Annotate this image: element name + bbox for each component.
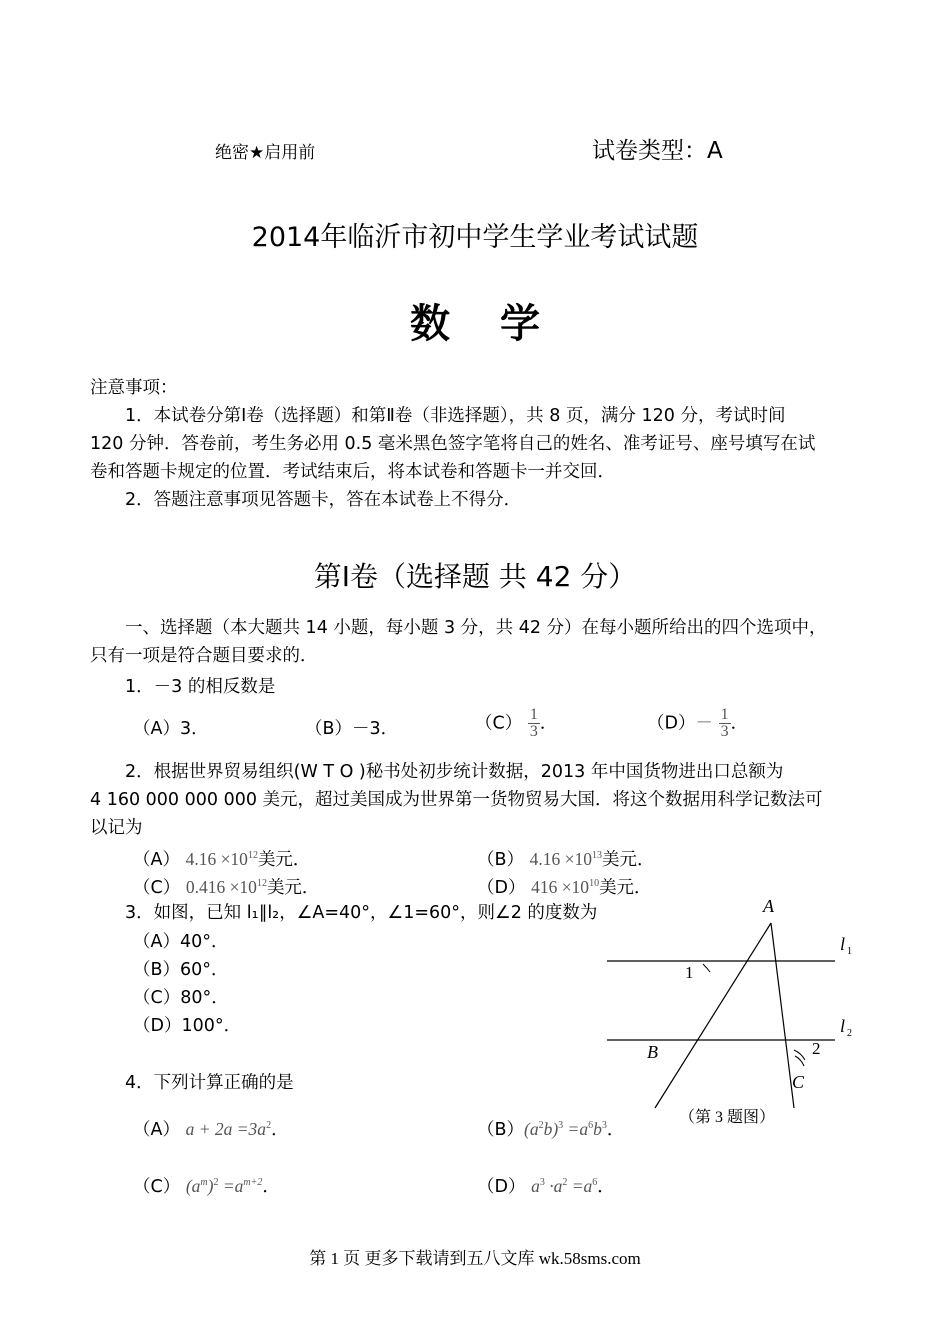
label-l1: l	[840, 934, 846, 954]
q2-line3: 以记为	[90, 818, 143, 838]
q2-line1: 2．根据世界贸易组织(W T O )秘书处初步统计数据，2013 年中国货物进出口总额为	[125, 762, 784, 782]
label-A: A	[763, 896, 774, 916]
q1-c-fraction: $\frac{1}{3}$	[529, 706, 538, 740]
subject-title: 数学	[410, 301, 590, 347]
q1-c-period: ．	[539, 713, 558, 734]
q1-b-label: （B）	[305, 719, 353, 739]
angle2-arc-1	[794, 1050, 805, 1060]
q1-b-text: －3．	[352, 719, 399, 739]
q4-stem: 4．下列计算正确的是	[125, 1073, 294, 1093]
notice-item1-line3: 卷和答题卡规定的位置．考试结束后，将本试卷和答题卡一并交回．	[90, 462, 615, 482]
angle1-arc	[703, 964, 710, 972]
q1-option-b	[305, 715, 398, 743]
q4-option-c: （C） $(a^m)^2 =a^{m+2}$．	[133, 1175, 280, 1197]
part1-title: 第Ⅰ卷（选择题 共 42 分）	[313, 560, 637, 593]
q2-line2: 4 160 000 000 000 美元，超过美国成为世界第一货物贸易大国．将这个数据用科学记数法可	[90, 790, 823, 810]
angle2-arc-2	[795, 1056, 804, 1066]
q1-a-label: （A）	[133, 719, 180, 739]
confidential-mark: 绝密★启用前	[215, 143, 316, 163]
label-angle2: 2	[812, 1039, 821, 1058]
q1-stem: 1．－3 的相反数是	[125, 677, 276, 697]
q3-figure	[595, 890, 865, 1135]
label-l2-sub: 2	[847, 1028, 852, 1039]
label-l2: l	[840, 1016, 846, 1036]
q2-option-c: （C） $0.416 \times 10^{12}$美元．	[133, 876, 320, 898]
label-angle1: 1	[685, 963, 694, 982]
label-B: B	[647, 1042, 658, 1062]
q4-option-b: $(B)(a^2b)^3 =a^6b^3$．	[477, 1118, 625, 1140]
q1-a-text: 3．	[179, 719, 209, 739]
q1-c-label: （C）	[475, 713, 523, 734]
exam-title: 2014年临沂市初中学生学业考试试题	[251, 222, 699, 253]
label-C: C	[792, 1072, 805, 1092]
q3-stem: 3．如图，已知 l₁∥l₂，∠A=40°，∠1=60°，则∠2 的度数为	[125, 903, 598, 923]
figure-caption: （第 3 题图）	[679, 1109, 776, 1126]
q2-option-a: （A） $4.16 \times 10^{12}$美元．	[133, 848, 311, 870]
page-footer: 第 1 页 更多下载请到五八文库 wk.58sms.com	[309, 1249, 641, 1268]
q3-option-a: （A）40°．	[133, 932, 229, 952]
notice-item1-line1: 1．本试卷分第Ⅰ卷（选择题）和第Ⅱ卷（非选择题），共 8 页，满分 120 分，考试时间	[125, 406, 786, 426]
q4-option-d: （D） $a^3 \cdot a^2 =a^6$．	[477, 1175, 615, 1197]
q1-d-period: ．	[730, 713, 749, 734]
section1-line2: 只有一项是符合题目要求的．	[90, 646, 318, 666]
q1-d-sign: －	[695, 713, 713, 734]
q3-option-c: （C）80°．	[133, 988, 229, 1008]
q1-d-fraction: $\frac{1}{3}$	[720, 706, 729, 740]
paper-type: 试卷类型：A	[592, 138, 723, 164]
q1-option-d	[647, 707, 748, 740]
line-AB	[655, 923, 771, 1108]
notice-heading: 注意事项：	[90, 378, 178, 398]
q3-option-b: （B）60°．	[133, 960, 229, 980]
q4-option-a: （A） $a + 2a =3a^2$．	[133, 1118, 289, 1140]
q1-d-label: （D）	[647, 713, 696, 734]
q2-option-d: （D） $416 \times 10^{10}$美元．	[477, 876, 652, 898]
q1-option-a	[133, 715, 209, 743]
label-l1-sub: 1	[847, 946, 852, 957]
notice-item1-line2: 120 分钟．答卷前，考生务必用 0.5 毫米黑色签字笔将自己的姓名、准考证号、座号填写在试	[90, 434, 816, 454]
q2-option-b: （B） $4.16 \times 10^{13}$美元．	[477, 848, 655, 870]
notice-item2: 2．答题注意事项见答题卡，答在本试卷上不得分．	[125, 490, 522, 510]
q3-option-d: （D）100°．	[133, 1016, 242, 1036]
section1-line1: 一、选择题（本大题共 14 小题，每小题 3 分，共 42 分）在每小题所给出的四个选项中，	[125, 618, 827, 638]
line-AC	[771, 923, 794, 1108]
q1-option-c	[475, 707, 557, 740]
